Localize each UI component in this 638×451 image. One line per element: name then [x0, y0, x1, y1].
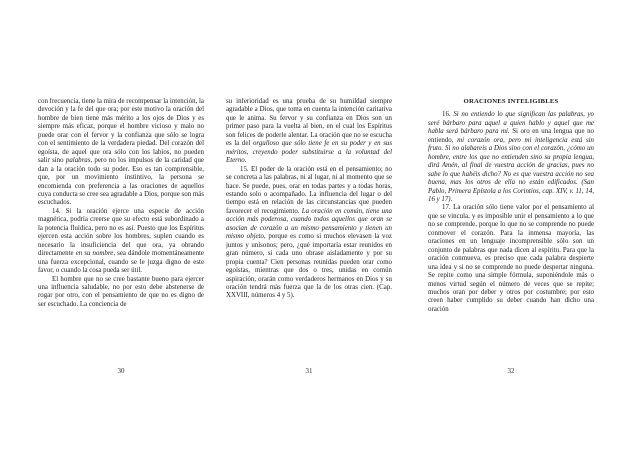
- paragraph-15: 15. El poder de la oración está en el pensamiento; no se concreta a las palabras, ni al lugar, ni al momento que se hace. Se puede, pues, orar en todas partes y a todas horas, estando solo o acompañado. La influencia del lugar o del tiempo está en relación de las circunstancias que pueden favorecer el recogimiento. La oración en común, tiene una acción más poderosa, cuando todos aquellos que oran se asocian de corazón a un mismo pensamiento y tienen un mismo objeto, porque es como si muchos elevasen la voz juntos y unísonos; pero, ¿qué importaría estar reunidos en gran número, si cada uno obrase aisladamente y por su propia cuenta? Cien personas reunidas pueden orar como egoístas, mientras que dos o tres, unidas en común aspiración, orarán como verdaderos hermanos en Dios y su oración tendrá más fuerza que la de los otras cien. (Cap. XXVIII, números 4 y 5).: [226, 165, 392, 300]
- page-right: [428, 98, 594, 366]
- section-heading: ORACIONES INTELIGIBLES: [463, 98, 559, 105]
- paragraph: con frecuencia, tiene la mira de recompensar la intención, la devoción y la fe del que ora; por este motivo la oración del hombre de bien tiene más mérito a los ojos de Dios y es siempre más eficaz, porque el hombre vicioso y malo no puede orar con el fervor y la confianza que sólo se logra con el sentimiento de la verdadera piedad. Del corazón del egoísta, de aquel que ora sólo con los labios, no pueden salir sino palabras, pero no los impulsos de la caridad que dan a la oración todo su poder. Eso es tan comprensible, que, por un movimiento instintivo, la persona se encomienda con preferencia a las oraciones de aquellos cuya conducta se cree sea agradable a Dios, porque son más escuchados.: [38, 98, 204, 207]
- page-number: 31: [305, 367, 313, 375]
- paragraph: El hombre que no se cree bastante bueno para ejercer una influencia saludable, no por esto debe abstenerse de rogar por otro, con el pensamiento de que no es digno de ser escuchado. La conciencia de: [38, 275, 204, 308]
- page-number: 32: [507, 367, 515, 375]
- page-number: 30: [117, 367, 125, 375]
- paragraph-14: 14. Si la oración ejerce una especie de acción magnética, podría creerse que su efecto está subordinado a la potencia fluídica, pero no es así. Puesto que los Espíritus ejercen esta acción sobre los hombres, suplen cuando es necesario la insuficiencia del que ora, ya obrando directamente en su nombre, sea dándole momentáneamente una fuerza excepcional, cuando se le juzga digno de este favor, o cuando la cosa pueda ser útil.: [38, 207, 204, 275]
- paragraph-16: 16. Si no entiendo lo que significan las palabras, yo seré bárbaro para aquel a quien hablo y aquel que me habla será bárbaro para mí. Si oro en una lengua que no entiendo, mi corazón ora, pero mi inteligencia está sin fruto. Si no alabareis a Dios sino con el corazón, ¿cómo un hombre, entre los que no entienden sino su propia lengua, dirá Amén, al final de vuestra acción de gracias, pues no sabe lo que habéis dicho? No es que vuestra acción no sea buena, mas los otros de ella no están edificados. (San Pablo, Primera Epístola a los Corintios, cap. XIV, v. 11, 14, 16 y 17).: [428, 111, 594, 203]
- page-left: [38, 98, 204, 366]
- paragraph: su inferioridad es una prueba de su humildad siempre agradable a Dios, que toma en cuenta la intención caritativa que le anima. Su fervor y su confianza en Dios son un primer paso para la vuelta al bien, en el cual los Espíritus son felices de poderle alentar. La oración que no se escucha es la del orgulloso que sólo tiene fe en su poder y en sus méritos, creyendo poder substituirse a la voluntad del Eterno.: [226, 98, 392, 165]
- page-middle: [226, 98, 392, 366]
- paragraph-17: 17. La oración sólo tiene valor por el pensamiento al que se vincula, y es imposible unir el pensamiento a lo que no se comprende, porque lo que no se comprende no puede conmover el corazón. Para la inmensa mayoría, las oraciones en un lenguaje incomprensible sólo son un conjunto de palabras que nada dicen al espíritu. Para que la oración conmueva, es preciso que cada palabra despierte una idea y si no se comprende no puede despertar ninguna. Se repite como una simple fórmula, suponiéndole más o menos virtud según el número de veces que se repite; muchos oran por deber y otros por costumbre; por esto creen haber cumplido su deber cuando han dicho una oración: [428, 204, 594, 313]
